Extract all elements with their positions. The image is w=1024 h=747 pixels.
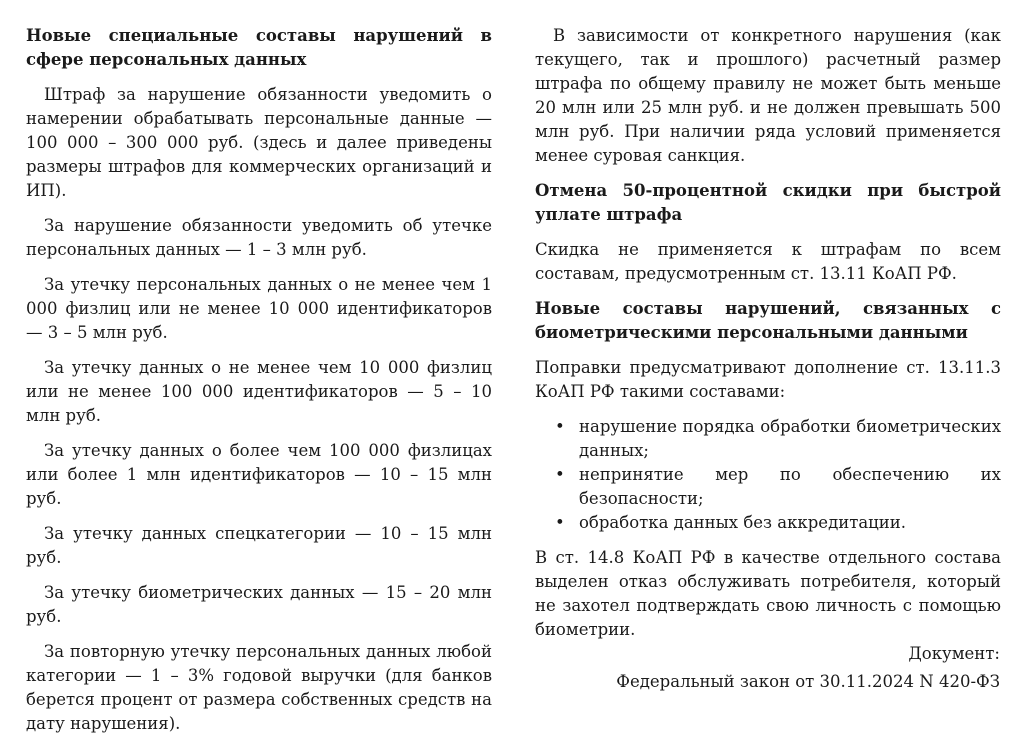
bullet-icon: • [555,513,565,532]
section-heading-discount: Отмена 50-процентной скидки при быстрой уплате штрафа [535,181,1001,224]
paragraph: За утечку данных спецкатегории — 10 – 15 млн руб. [26,524,492,567]
section-heading-biometrics: Новые составы нарушений, связанных с биометрическими персональными данными [535,299,1001,342]
paragraph: Штраф за нарушение обязанности уведомить о намерении обрабатывать персональные данные — 100 000 – 300 000 руб. (здесь и далее приведены размеры штрафов для коммерческих организаций и ИП). [26,85,492,200]
paragraph: За утечку данных о не менее чем 10 000 физлиц или не менее 100 000 идентификаторов — 5 – 10 млн руб. [26,358,492,425]
bullet-list [535,415,1001,535]
bullet-icon: • [555,465,565,484]
document-title: Федеральный закон от 30.11.2024 N 420-ФЗ [616,672,1000,691]
section-heading-personal-data: Новые специальные составы нарушений в сфере персональных данных [26,26,492,69]
paragraph: За утечку персональных данных о не менее чем 1 000 физлиц или не менее 10 000 идентификаторов — 3 – 5 млн руб. [26,275,492,342]
paragraph: За утечку данных о более чем 100 000 физлицах или более 1 млн идентификаторов — 10 – 15 млн руб. [26,441,492,508]
paragraph: Скидка не применяется к штрафам по всем составам, предусмотренным ст. 13.11 КоАП РФ. [535,240,1001,283]
paragraph: Поправки предусматривают дополнение ст. 13.11.3 КоАП РФ такими составами: [535,358,1001,401]
paragraph: За повторную утечку персональных данных любой категории — 1 – 3% годовой выручки (для банков берется процент от размера собственных средств на дату нарушения). [26,642,492,733]
left-column [26,24,492,747]
right-column [535,24,1001,653]
list-item [555,415,1001,463]
paragraph: За нарушение обязанности уведомить об утечке персональных данных — 1 – 3 млн руб. [26,216,492,259]
list-item-text: нарушение порядка обработки биометрических данных; [579,417,1001,460]
list-item-text: обработка данных без аккредитации. [579,513,907,532]
paragraph-intro: В зависимости от конкретного нарушения (как текущего, так и прошлого) расчетный размер штрафа по общему правилу не может быть меньше 20 млн или 25 млн руб. и не должен превышать 500 млн руб. При наличии ряда условий применяется менее суровая санкция. [535,26,1001,165]
paragraph: В ст. 14.8 КоАП РФ в качестве отдельного состава выделен отказ обслуживать потребителя, который не захотел подтверждать свою личность с помощью биометрии. [535,548,1001,639]
list-item [555,511,1001,535]
document-reference [616,640,1000,696]
bullet-icon: • [555,417,565,436]
paragraph: За утечку биометрических данных — 15 – 20 млн руб. [26,583,492,626]
list-item [555,463,1001,511]
list-item-text: непринятие мер по обеспечению их безопасности; [579,465,1001,508]
document-label: Документ: [908,644,1000,663]
